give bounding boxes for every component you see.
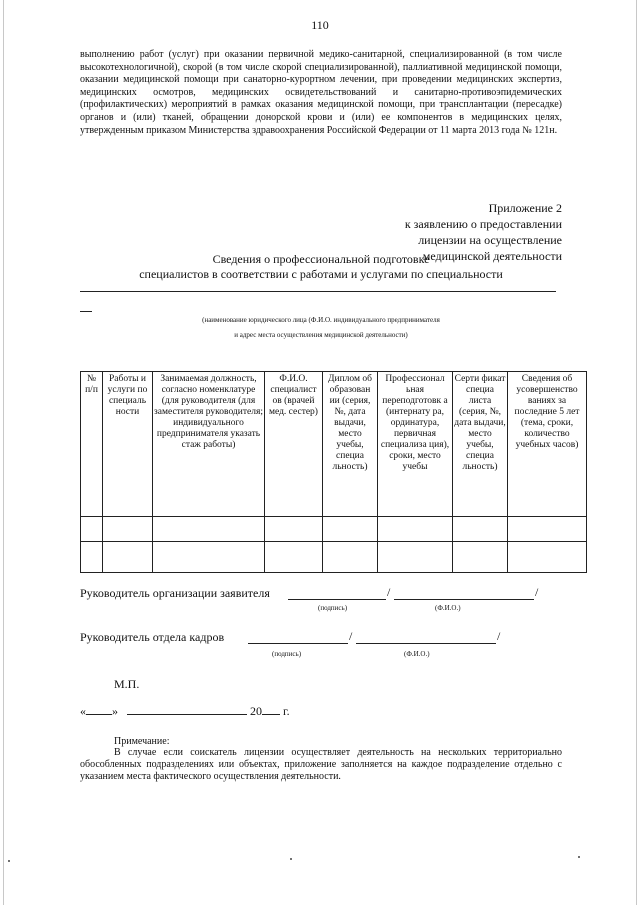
slash-separator: / <box>535 585 539 599</box>
note-heading: Примечание: <box>114 736 170 747</box>
specialists-table <box>80 371 587 573</box>
table-cell[interactable] <box>378 542 453 573</box>
head-org-signature-caption: (подпись) <box>318 604 348 612</box>
slash-separator: / <box>387 585 391 599</box>
head-hr-signature-caption: (подпись) <box>272 650 302 658</box>
intro-paragraph: выполнению работ (услуг) при оказании первичной медико-санитарной, специализированной (в том числе высокотехнологичной), скорой (в том числе скорой специализированной), паллиативной медицинской помощи, оказании медицинской помощи при санаторно-курортном лечении, при проведении медицинских экспертиз, медицинских осмотров, медицинских освидетельствований и санитарно-противоэпидемических (профилактических) мероприятий в рамках оказания медицинской помощи, при трансплантации (пересадке) органов и (или) тканей, обращении донорской крови и (или) ее компонентов в медицинских целях, утвержденным приказом Министерства здравоохранения Российской Федерации от 11 марта 2013 года № 121н. <box>80 49 562 136</box>
table-cell[interactable] <box>323 542 378 573</box>
appendix-line-4: медицинской деятельности <box>422 249 562 263</box>
document-title <box>80 252 562 282</box>
header-cell: Серти фикат специа листа (серия, №, дата выдачи, место учебы, специа льность) <box>453 372 508 517</box>
table-cell[interactable] <box>153 517 265 542</box>
appendix-line-1: Приложение 2 <box>488 201 562 215</box>
head-hr-signature-line[interactable] <box>248 643 348 644</box>
table-header-row <box>81 372 587 517</box>
date-year-prefix: 20 <box>250 704 262 718</box>
page-number: 110 <box>311 18 329 32</box>
head-org-name-line[interactable] <box>394 599 534 600</box>
table-row <box>81 542 587 573</box>
title-line-2: специалистов в соответствии с работами и услугами по специальности <box>139 267 503 281</box>
scan-edge-right <box>636 0 637 905</box>
date-year-blank[interactable] <box>262 714 280 715</box>
table-cell[interactable] <box>103 517 153 542</box>
head-org-signature-line[interactable] <box>288 599 386 600</box>
header-cell: № п/п <box>81 372 103 517</box>
slash-separator: / <box>497 629 501 643</box>
table-cell[interactable] <box>508 517 587 542</box>
table-cell[interactable] <box>153 542 265 573</box>
table-cell[interactable] <box>81 542 103 573</box>
table-cell[interactable] <box>378 517 453 542</box>
header-cell: Диплом об образован ии (серия, №, дата выдачи, место учебы, специа льность) <box>323 372 378 517</box>
org-name-blank-line[interactable] <box>80 291 556 292</box>
date-day-blank[interactable] <box>86 714 112 715</box>
scan-speck <box>290 858 292 860</box>
appendix-line-2: к заявлению о предоставлении <box>404 217 562 231</box>
header-cell: Работы и услуги по специаль ности <box>103 372 153 517</box>
appendix-line-3: лицензии на осуществление <box>418 233 562 247</box>
table-cell[interactable] <box>103 542 153 573</box>
org-caption-1: (наименование юридического лица (Ф.И.О. индивидуального предпринимателя <box>202 316 440 324</box>
date-open-quote: « <box>80 704 86 718</box>
header-cell: Ф.И.О. специалист ов (врачей мед. сестер) <box>265 372 323 517</box>
head-org-label: Руководитель организации заявителя <box>80 586 270 600</box>
note-text: В случае если соискатель лицензии осуществляет деятельность на нескольких территориально обособленных подразделениях или объектах, приложение заполняется на каждое подразделение отдельно с указанием места фактического осуществления деятельности. <box>80 747 562 782</box>
header-cell: Занимаемая должность, согласно номенклатуре (для руководителя (для заместителя руководителя; индивидуального предпринимателя указать стаж работы) <box>153 372 265 517</box>
org-name-blank-line-short <box>80 311 92 312</box>
head-hr-label: Руководитель отдела кадров <box>80 630 225 644</box>
table-cell[interactable] <box>453 517 508 542</box>
head-hr-name-caption: (Ф.И.О.) <box>404 650 430 658</box>
head-hr-name-line[interactable] <box>356 643 496 644</box>
scan-speck <box>578 856 580 858</box>
slash-separator: / <box>349 629 353 643</box>
header-cell: Сведения об усовершенство ваниях за последние 5 лет (тема, сроки, количество учебных часов) <box>508 372 587 517</box>
org-caption-2: и адрес места осуществления медицинской деятельности) <box>234 331 408 339</box>
scan-edge-left <box>3 0 4 905</box>
date-line <box>80 704 290 719</box>
table-cell[interactable] <box>265 517 323 542</box>
date-year-suffix: г. <box>283 704 290 718</box>
head-org-name-caption: (Ф.И.О.) <box>435 604 461 612</box>
table-cell[interactable] <box>265 542 323 573</box>
header-cell: Профессионал ьная переподготовк а (интернату ра, ординатура, первичная специализа ция), сроки, место учебы <box>378 372 453 517</box>
date-month-blank[interactable] <box>127 714 247 715</box>
date-close-quote: » <box>112 704 118 718</box>
table-row <box>81 517 587 542</box>
title-line-1: Сведения о профессиональной подготовке <box>212 252 430 266</box>
scan-speck <box>8 860 10 862</box>
table-cell[interactable] <box>323 517 378 542</box>
stamp-place: М.П. <box>114 677 140 691</box>
table-cell[interactable] <box>81 517 103 542</box>
table-cell[interactable] <box>508 542 587 573</box>
table-cell[interactable] <box>453 542 508 573</box>
